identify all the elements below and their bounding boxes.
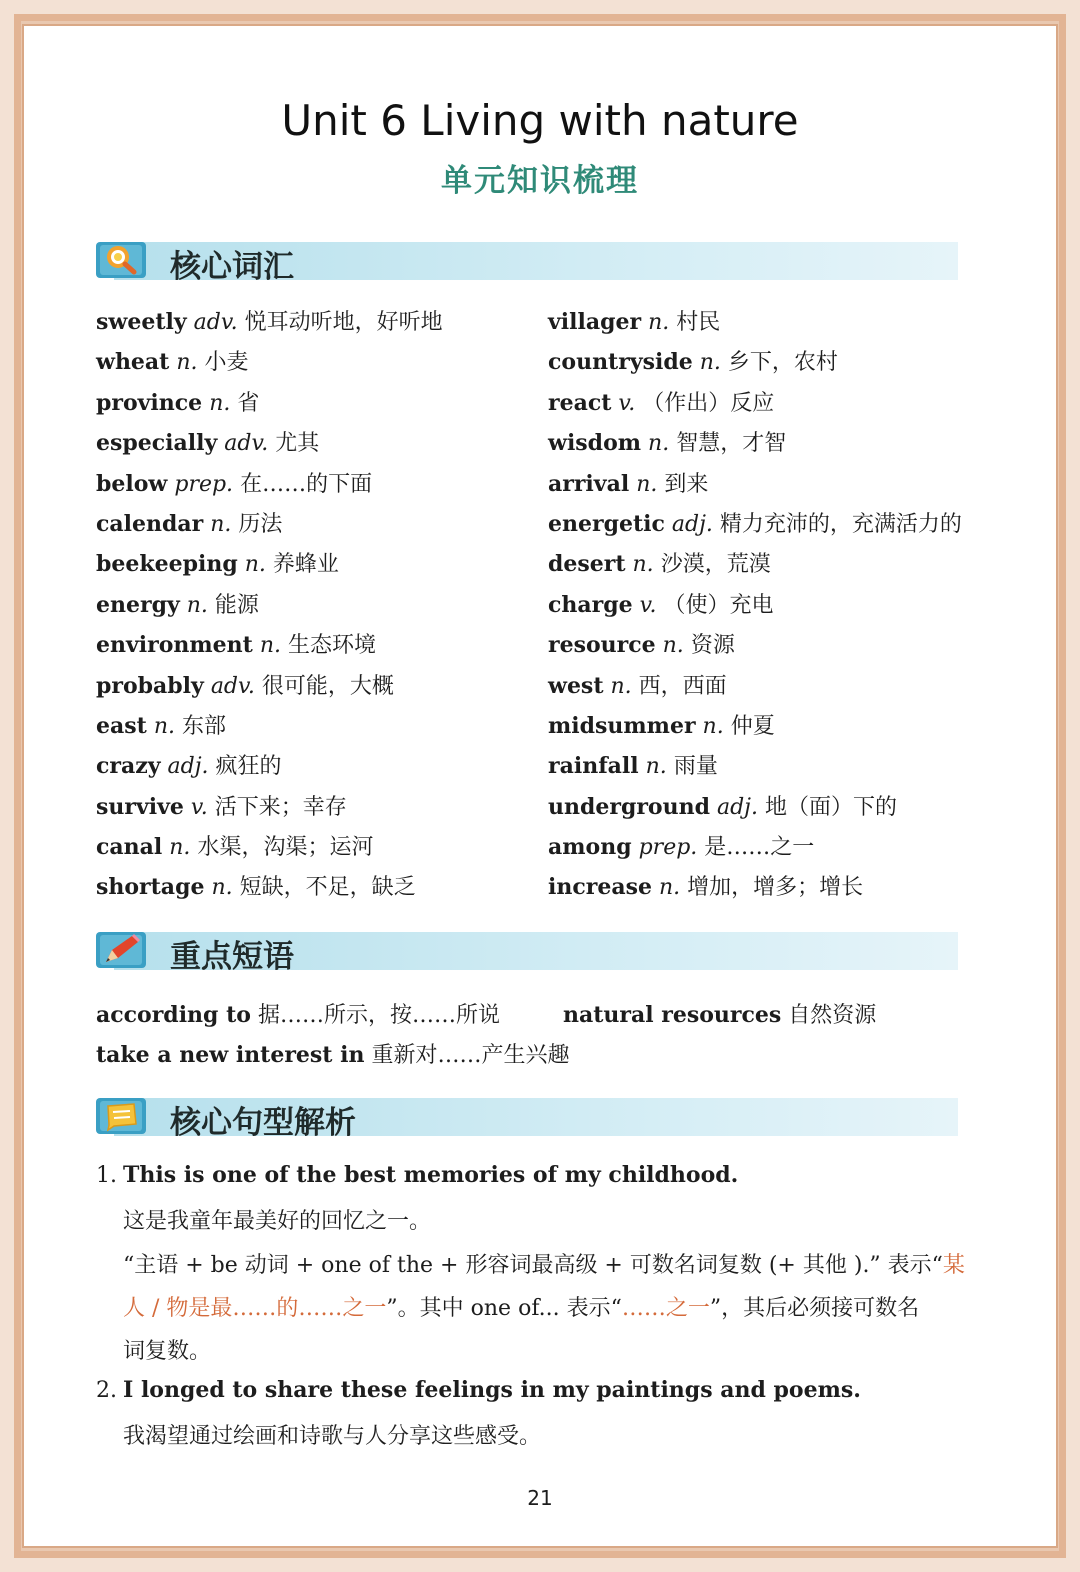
pencil-icon bbox=[96, 930, 152, 970]
vocab-word: desert bbox=[548, 551, 626, 578]
vocab-pos: adj. bbox=[167, 754, 209, 780]
vocab-word: below bbox=[96, 470, 168, 497]
vocab-item bbox=[96, 827, 443, 867]
sentence-english: This is one of the best memories of my childhood. bbox=[123, 1162, 739, 1188]
vocab-item bbox=[548, 787, 962, 827]
vocab-word: survive bbox=[96, 793, 184, 820]
vocab-pos: n. bbox=[176, 350, 198, 376]
vocab-pos: n. bbox=[259, 633, 281, 659]
vocab-pos: n. bbox=[648, 431, 670, 457]
vocab-pos: n. bbox=[636, 471, 658, 497]
vocab-word: increase bbox=[548, 874, 652, 901]
vocab-word: sweetly bbox=[96, 309, 187, 335]
vocab-pos: v. bbox=[190, 794, 208, 820]
vocab-item bbox=[96, 544, 443, 584]
vocab-word: rainfall bbox=[548, 753, 639, 780]
phrase-en: natural resources bbox=[563, 1002, 782, 1028]
phrase-zh: 重新对……产生兴趣 bbox=[371, 1043, 570, 1068]
vocab-word: wisdom bbox=[548, 430, 642, 457]
section-header-vocab bbox=[96, 240, 958, 285]
vocab-word: wheat bbox=[96, 349, 170, 376]
vocab-word: environment bbox=[96, 632, 253, 659]
sentence-number: 1. bbox=[96, 1163, 117, 1188]
vocab-word: east bbox=[96, 712, 147, 739]
vocab-item bbox=[96, 706, 443, 746]
vocab-meaning: 东部 bbox=[181, 713, 226, 739]
vocab-meaning: 能源 bbox=[214, 592, 259, 618]
page-subtitle: 单元知识梳理 bbox=[441, 163, 639, 199]
vocab-word: energetic bbox=[548, 510, 665, 537]
vocab-word: calendar bbox=[96, 510, 204, 537]
vocab-item bbox=[548, 423, 962, 463]
vocab-pos: n. bbox=[211, 875, 233, 901]
vocab-item bbox=[96, 464, 443, 504]
vocab-meaning: 地（面）下的 bbox=[765, 794, 898, 820]
vocab-word: charge bbox=[548, 591, 633, 618]
vocab-meaning: 小麦 bbox=[204, 350, 249, 376]
phrase-en: take a new interest in bbox=[96, 1042, 365, 1068]
vocab-pos: n. bbox=[662, 633, 684, 659]
vocab-meaning: 活下来；幸存 bbox=[214, 794, 347, 820]
vocab-item bbox=[548, 342, 962, 382]
vocab-pos: n. bbox=[209, 390, 231, 416]
vocab-item bbox=[96, 383, 443, 423]
vocab-meaning: 养蜂业 bbox=[272, 552, 339, 578]
vocab-meaning: 悦耳动听地，好听地 bbox=[244, 310, 443, 335]
vocab-meaning: 历法 bbox=[238, 511, 283, 537]
vocab-meaning: 疯狂的 bbox=[215, 754, 282, 780]
vocab-meaning: 沙漠，荒漠 bbox=[660, 552, 771, 578]
vocab-pos: v. bbox=[639, 592, 657, 618]
vocab-meaning: 村民 bbox=[676, 310, 721, 335]
vocab-item bbox=[96, 666, 443, 706]
vocab-meaning: 增加，增多；增长 bbox=[687, 875, 864, 901]
vocab-word: midsummer bbox=[548, 712, 696, 739]
vocab-pos: adv. bbox=[193, 310, 238, 335]
vocab-word: energy bbox=[96, 591, 180, 618]
vocab-pos: n. bbox=[632, 552, 654, 578]
sentence-translation: 我渴望通过绘画和诗歌与人分享这些感受。 bbox=[123, 1424, 542, 1449]
vocab-pos: n. bbox=[658, 875, 681, 901]
vocab-item bbox=[548, 827, 962, 867]
vocab-word: beekeeping bbox=[96, 551, 238, 578]
sentence-note-line bbox=[123, 1248, 965, 1279]
phrase-item bbox=[96, 998, 500, 1029]
vocab-item bbox=[548, 706, 962, 746]
vocab-item bbox=[96, 302, 443, 342]
vocab-meaning: 很可能，大概 bbox=[261, 673, 394, 699]
vocab-word: resource bbox=[548, 632, 656, 659]
vocab-word: react bbox=[548, 389, 612, 416]
vocab-meaning: 到来 bbox=[664, 471, 709, 497]
vocab-pos: n. bbox=[610, 673, 632, 699]
vocab-meaning: 雨量 bbox=[673, 754, 718, 780]
note-highlight: 人 / 物是最……的……之一 bbox=[123, 1296, 387, 1321]
vocab-item bbox=[548, 867, 962, 907]
vocab-pos: prep. bbox=[174, 471, 234, 497]
vocab-pos: n. bbox=[702, 713, 724, 739]
vocab-pos: n. bbox=[244, 552, 266, 578]
vocab-word: probably bbox=[96, 672, 204, 699]
vocab-item bbox=[548, 666, 962, 706]
vocab-pos: n. bbox=[169, 835, 191, 861]
vocab-pos: n. bbox=[648, 310, 670, 335]
vocab-word: villager bbox=[548, 309, 642, 335]
vocab-item bbox=[548, 625, 962, 665]
vocab-pos: prep. bbox=[638, 835, 698, 861]
vocab-meaning: （使）充电 bbox=[663, 592, 774, 618]
vocab-item bbox=[96, 585, 443, 625]
vocab-pos: adj. bbox=[671, 511, 713, 537]
vocab-meaning: 精力充沛的，充满活力的 bbox=[719, 511, 962, 537]
vocab-meaning: 省 bbox=[237, 390, 260, 416]
section-title-phrases: 重点短语 bbox=[170, 939, 294, 975]
vocab-item bbox=[548, 585, 962, 625]
vocab-meaning: 水渠，沟渠；运河 bbox=[197, 835, 374, 861]
vocab-item bbox=[96, 423, 443, 463]
vocab-list-right bbox=[548, 302, 962, 908]
section-title-vocab: 核心词汇 bbox=[170, 249, 294, 285]
section-header-sentences bbox=[96, 1096, 958, 1141]
page-number: 21 bbox=[527, 1486, 553, 1510]
vocab-item bbox=[548, 544, 962, 584]
vocab-item bbox=[96, 787, 443, 827]
phrase-item bbox=[563, 998, 876, 1029]
vocab-meaning: 尤其 bbox=[275, 431, 320, 457]
vocab-item bbox=[96, 746, 443, 786]
vocab-word: countryside bbox=[548, 349, 693, 376]
vocab-item bbox=[548, 383, 962, 423]
sentence-note-line bbox=[123, 1291, 919, 1322]
vocab-meaning: 生态环境 bbox=[288, 633, 377, 659]
phrase-item bbox=[96, 1038, 570, 1069]
vocab-pos: n. bbox=[645, 754, 667, 780]
vocab-word: underground bbox=[548, 793, 710, 820]
vocab-word: shortage bbox=[96, 874, 205, 901]
vocab-item bbox=[548, 504, 962, 544]
vocab-pos: n. bbox=[699, 350, 721, 376]
vocab-pos: n. bbox=[210, 511, 232, 537]
vocab-meaning: 智慧，才智 bbox=[676, 431, 787, 457]
vocab-meaning: 乡下，农村 bbox=[727, 350, 838, 376]
section-title-sentences: 核心句型解析 bbox=[170, 1105, 356, 1141]
vocab-item bbox=[548, 302, 962, 342]
vocab-item bbox=[96, 504, 443, 544]
sentence-1 bbox=[96, 1162, 738, 1188]
vocab-list-left bbox=[96, 302, 443, 908]
vocab-item bbox=[96, 625, 443, 665]
sentence-2 bbox=[96, 1377, 861, 1403]
sentence-translation: 这是我童年最美好的回忆之一。 bbox=[123, 1209, 432, 1234]
vocab-pos: adv. bbox=[224, 431, 269, 457]
vocab-word: arrival bbox=[548, 470, 630, 497]
vocab-pos: adj. bbox=[716, 794, 758, 820]
vocab-pos: n. bbox=[186, 592, 208, 618]
phrase-zh: 自然资源 bbox=[788, 1003, 877, 1028]
vocab-item bbox=[548, 464, 962, 504]
note-text: ”，其后必须接可数名 bbox=[709, 1296, 920, 1321]
sentence-note-line: 词复数。 bbox=[123, 1339, 212, 1364]
vocab-word: especially bbox=[96, 430, 218, 457]
vocab-word: west bbox=[548, 672, 604, 699]
vocab-meaning: 短缺，不足，缺乏 bbox=[239, 875, 416, 901]
vocab-word: canal bbox=[96, 834, 163, 861]
note-highlight: ……之一 bbox=[621, 1296, 710, 1321]
vocab-word: province bbox=[96, 389, 203, 416]
vocab-pos: n. bbox=[153, 713, 175, 739]
magnifier-icon bbox=[96, 240, 152, 280]
vocab-item bbox=[548, 746, 962, 786]
vocab-item bbox=[96, 342, 443, 382]
vocab-meaning: （作出）反应 bbox=[642, 390, 775, 416]
note-text: ”。其中 one of... 表示“ bbox=[386, 1296, 622, 1321]
phrase-zh: 据……所示，按……所说 bbox=[257, 1003, 500, 1028]
note-highlight: 某 bbox=[942, 1253, 965, 1278]
vocab-meaning: 在……的下面 bbox=[240, 471, 373, 497]
vocab-word: crazy bbox=[96, 753, 161, 780]
sentence-number: 2. bbox=[96, 1378, 117, 1403]
page-title: Unit 6 Living with nature bbox=[281, 96, 799, 145]
section-header-phrases bbox=[96, 930, 958, 975]
vocab-meaning: 西，西面 bbox=[638, 673, 727, 699]
phrase-en: according to bbox=[96, 1002, 251, 1028]
vocab-pos: v. bbox=[618, 390, 636, 416]
note-icon bbox=[96, 1096, 152, 1136]
vocab-meaning: 资源 bbox=[690, 633, 735, 659]
vocab-word: among bbox=[548, 834, 632, 861]
sentence-english: I longed to share these feelings in my paintings and poems. bbox=[123, 1377, 861, 1403]
vocab-meaning: 仲夏 bbox=[730, 713, 775, 739]
vocab-meaning: 是……之一 bbox=[704, 835, 815, 861]
vocab-item bbox=[96, 867, 443, 907]
note-text: “主语 + be 动词 + one of the + 形容词最高级 + 可数名词复数 (+ 其他 ).” 表示“ bbox=[123, 1253, 943, 1278]
vocab-pos: adv. bbox=[210, 673, 255, 699]
